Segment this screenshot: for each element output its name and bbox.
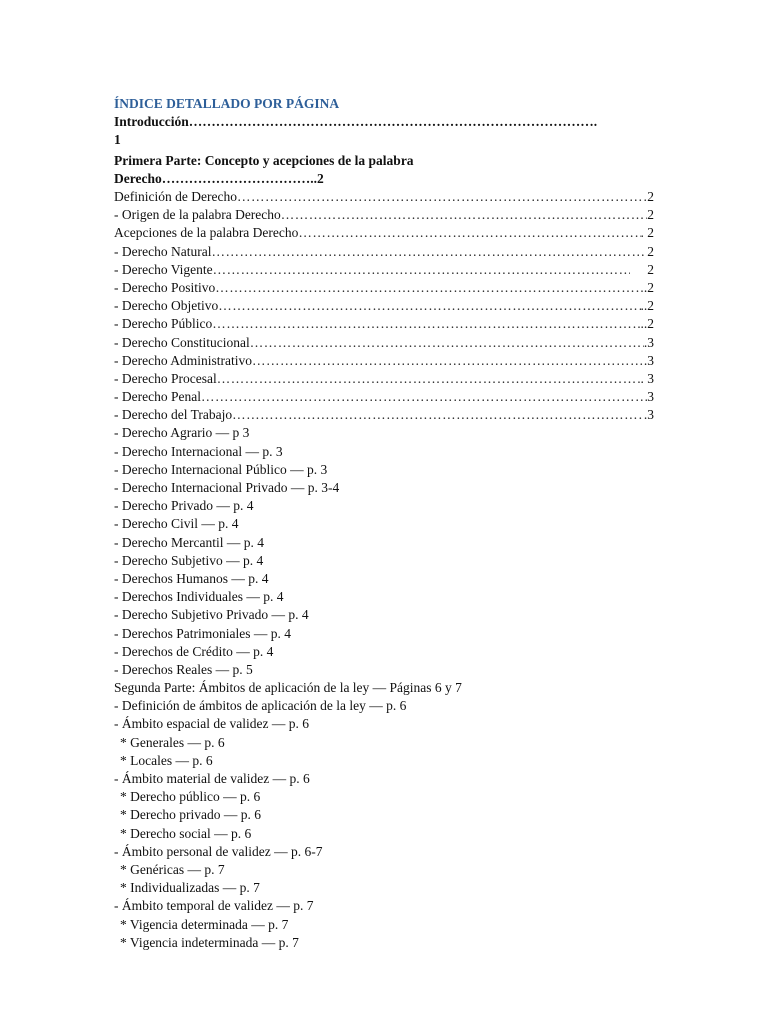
leader-entry bbox=[114, 243, 654, 261]
dot-leader bbox=[217, 370, 641, 388]
leader-entry bbox=[114, 261, 654, 279]
entry-page-number: .2 bbox=[643, 279, 654, 295]
dot-leader bbox=[237, 188, 647, 206]
index-entry: - Derecho Internacional Privado — p. 3-4 bbox=[114, 480, 340, 495]
index-entry: - Derecho Subjetivo Privado — p. 4 bbox=[114, 607, 309, 623]
entry-label: - Derecho del Trabajo bbox=[114, 407, 233, 423]
entry-label: - Derecho Constitucional bbox=[114, 334, 250, 350]
leader-entry-list bbox=[114, 188, 659, 424]
dot-leader bbox=[218, 297, 640, 315]
sub-entry: * Genéricas — p. 7 bbox=[120, 861, 225, 877]
entry-page-number: 3 bbox=[647, 389, 654, 405]
index-entry: - Derecho Subjetivo — p. 4 bbox=[114, 552, 264, 568]
primera-parte-heading: Primera Parte: Concepto y acepciones de la palabra bbox=[114, 153, 414, 168]
entry-page-number: 2 bbox=[647, 189, 654, 204]
dot-leader bbox=[213, 261, 631, 279]
entry-page-number: 2 bbox=[647, 243, 654, 259]
leader-entry bbox=[114, 279, 654, 297]
sub-entry: * Derecho social — p. 6 bbox=[120, 825, 252, 841]
index-entry: - Derecho Privado — p. 4 bbox=[114, 498, 254, 514]
index-entry: - Derecho Agrario — p 3 bbox=[114, 425, 250, 441]
sub-entry: * Vigencia determinada — p. 7 bbox=[120, 916, 289, 932]
entry-label: Definición de Derecho bbox=[114, 189, 237, 204]
index-entry: - Definición de ámbitos de aplicación de la ley — p. 6 bbox=[114, 698, 407, 714]
entry-label: Acepciones de la palabra Derecho bbox=[114, 225, 299, 241]
index-entry: - Ámbito espacial de validez — p. 6 bbox=[114, 716, 309, 732]
document-title: ÍNDICE DETALLADO POR PÁGINA bbox=[114, 96, 340, 111]
dot-leader bbox=[211, 243, 647, 261]
entry-page-number: 2 bbox=[630, 261, 654, 277]
leader-entry bbox=[114, 388, 654, 406]
entry-label: - Derecho Penal bbox=[114, 389, 201, 405]
intro-label: Introducción bbox=[114, 114, 189, 129]
dot-leader bbox=[298, 224, 640, 242]
leader-entry bbox=[114, 352, 654, 370]
entry-label: - Derecho Objetivo bbox=[114, 298, 219, 314]
index-entry: - Derechos de Crédito — p. 4 bbox=[114, 643, 274, 659]
intro-line bbox=[114, 113, 659, 131]
entry-page-number: ..2 bbox=[640, 316, 654, 332]
index-entry: - Derechos Patrimoniales — p. 4 bbox=[114, 625, 291, 641]
entry-page-number: .3 bbox=[643, 352, 654, 368]
index-entry: - Derechos Individuales — p. 4 bbox=[114, 589, 284, 605]
leader-entry bbox=[114, 315, 654, 333]
entry-page-number: . 2 bbox=[640, 225, 654, 241]
dot-leader bbox=[232, 406, 644, 424]
dot-leader bbox=[250, 334, 644, 352]
intro-leader: ………………………………………………………………………………. bbox=[188, 114, 598, 129]
entry-label: - Derecho Administrativo bbox=[114, 352, 252, 368]
dot-leader bbox=[281, 206, 647, 224]
index-entry: - Ámbito personal de validez — p. 6-7 bbox=[114, 843, 323, 859]
dot-leader bbox=[212, 315, 640, 333]
leader-entry bbox=[114, 224, 654, 242]
intro-page: 1 bbox=[114, 132, 121, 147]
leader-entry bbox=[114, 406, 654, 424]
entry-label: - Derecho Vigente bbox=[114, 261, 213, 277]
leader-entry bbox=[114, 370, 654, 388]
entry-label: - Origen de la palabra Derecho bbox=[114, 207, 281, 223]
index-entry: - Derechos Humanos — p. 4 bbox=[114, 570, 269, 586]
entry-page-number: .3 bbox=[643, 334, 654, 350]
primera-parte-heading-cont: Derecho……………………………..2 bbox=[114, 171, 324, 186]
leader-entry bbox=[114, 188, 654, 206]
index-entry: - Ámbito material de validez — p. 6 bbox=[114, 771, 310, 786]
entry-page-number: . 3 bbox=[640, 370, 654, 386]
entry-label: - Derecho Positivo bbox=[114, 279, 216, 295]
index-entry: - Derecho Internacional Público — p. 3 bbox=[114, 461, 328, 477]
index-entry: - Derecho Internacional — p. 3 bbox=[114, 443, 283, 459]
sub-entry: * Locales — p. 6 bbox=[120, 752, 213, 768]
sub-entry: * Generales — p. 6 bbox=[120, 734, 225, 750]
index-document bbox=[114, 95, 659, 952]
entry-list bbox=[114, 424, 659, 951]
leader-entry bbox=[114, 206, 654, 224]
entry-label: - Derecho Público bbox=[114, 316, 213, 332]
dot-leader bbox=[215, 279, 644, 297]
leader-entry bbox=[114, 297, 654, 315]
index-entry: - Derechos Reales — p. 5 bbox=[114, 661, 253, 677]
sub-entry: * Derecho público — p. 6 bbox=[120, 789, 261, 805]
sub-entry: * Individualizadas — p. 7 bbox=[120, 880, 260, 896]
entry-page-number: .3 bbox=[643, 407, 654, 423]
entry-label: - Derecho Procesal bbox=[114, 370, 217, 386]
index-entry: - Derecho Civil — p. 4 bbox=[114, 516, 239, 532]
entry-label: - Derecho Natural bbox=[114, 243, 212, 259]
dot-leader bbox=[201, 388, 647, 406]
dot-leader bbox=[252, 352, 644, 370]
entry-page-number: ..2 bbox=[640, 298, 654, 314]
leader-entry bbox=[114, 334, 654, 352]
sub-entry: * Derecho privado — p. 6 bbox=[120, 807, 261, 823]
index-entry: - Ámbito temporal de validez — p. 7 bbox=[114, 898, 314, 914]
sub-entry: * Vigencia indeterminada — p. 7 bbox=[120, 934, 299, 950]
index-entry: - Derecho Mercantil — p. 4 bbox=[114, 534, 264, 550]
entry-page-number: 2 bbox=[647, 207, 654, 223]
index-entry: Segunda Parte: Ámbitos de aplicación de la ley — Páginas 6 y 7 bbox=[114, 680, 462, 696]
